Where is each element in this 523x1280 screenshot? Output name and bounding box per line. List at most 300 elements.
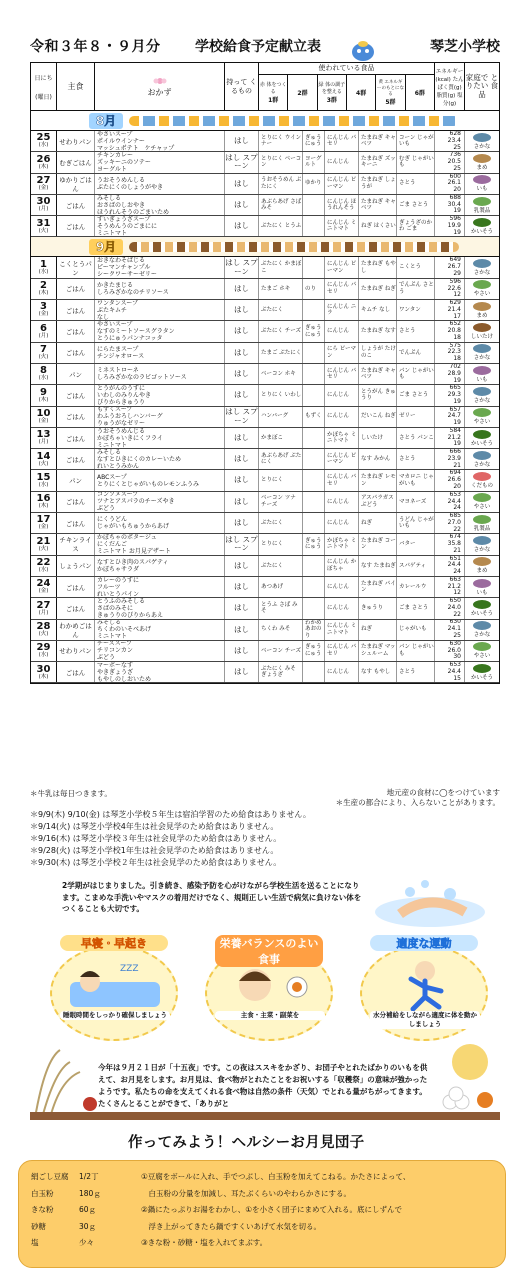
bring-items: はし [225,174,259,194]
day-number: 30 [36,196,51,208]
nutrition [435,513,465,533]
home-food-icon [473,387,491,396]
bring-items: はし [225,321,259,341]
group-1-foods: ぶたにく とうふ [259,216,303,236]
group-3-foods: にんじん [325,407,359,427]
nutrition-value: 694 [449,470,461,477]
group-3-foods: にんじん パセリ [325,131,359,151]
group-5-foods: マヨネーズ [397,492,435,512]
nutrition-value: 25 [453,164,461,172]
group-5-label: 5群 [385,99,396,106]
nutrition [435,364,465,384]
dish-name: いわしのみりんやき [97,391,152,399]
weekday: (木) [38,503,49,510]
card-text: 水分補給をしながら適度に体を動かしましょう [370,1011,480,1029]
group-5-foods: ごま さとう [397,385,435,405]
home-food-label: いも [476,376,488,383]
home-food-label: さかな [473,632,491,639]
day-number: 8 [40,365,47,377]
nutrition-value: 22.6 [447,284,461,292]
group-4-foods: たまねぎ ズッキーニ [359,152,397,172]
group-3-foods: にんじん パセリ [325,364,359,384]
dish-name: コンソメスープ [97,491,139,499]
home-food-label: まめ [476,164,488,171]
home-food-label: 乳製品 [473,525,491,532]
group-5-foods: マカロニ じゃがいも [397,470,435,490]
nutrition-value: 22.3 [447,348,461,356]
group-6 [406,75,434,110]
staple-food: ごはん [57,428,95,448]
group-1-foods: とりにく ベーコン [259,152,303,172]
weekday: (水) [38,142,49,149]
home-food-icon [473,344,491,353]
staple-food: ごはん [57,492,95,512]
home-food-icon [473,621,491,630]
menu-row [31,131,499,152]
col-energy: エネルギー(kcal) たんぱく質(g) 脂質(g) 塩分(g) [435,63,465,110]
nutrition-value: 20 [453,186,461,194]
day-cell [31,279,57,299]
weekday: (木) [38,290,49,297]
group-3-foods: にんじん パセリ [325,641,359,661]
group-4-label: 4群 [356,90,367,97]
group-1-foods: ぶたにく チーズ [259,321,303,341]
nutrition [435,300,465,320]
home-food-label: 乳製品 [473,207,491,214]
weekday: (水) [38,375,49,382]
ingredient-name: 塩 [31,1238,39,1247]
group-2-foods [303,598,325,618]
group-2-foods [303,385,325,405]
day-cell [31,513,57,533]
dish-name: かぼちゃいきにくフライ [97,434,163,442]
menu-row [31,279,499,300]
bring-items: はし [225,492,259,512]
home-food [465,534,499,554]
nutrition-value: 22 [453,525,461,533]
group-5-foods: さとう パンこ [397,428,435,448]
group-4-foods: なす もやし [359,662,397,682]
day-number: 31 [36,217,51,229]
menu-row [31,385,499,406]
dishes [95,513,225,533]
dishes [95,577,225,597]
home-food-icon [473,664,491,673]
group-2-foods: ゆかり [303,174,325,194]
nutrition-value: 18 [453,355,461,363]
group-4-foods: ねぎ [359,620,397,640]
group-4-foods: たまねぎ マッシュルーム [359,641,397,661]
day-number: 21 [36,535,51,547]
group-5-foods: パン じゃがいも [397,364,435,384]
col-home: 家庭で とりたい 食品 [465,72,499,99]
dish-name: もずくスープ [97,406,133,414]
group-4-foods: たまねぎ キャベツ [359,364,397,384]
aug-rows [31,131,499,237]
group-4-foods: だいこん ねぎ [359,407,397,427]
dish-name: にくうどん [97,516,128,524]
dish-name: ぶたにくのしょうがやき [97,183,164,191]
group-1-foods: ハンバーグ [259,407,303,427]
dish-name: ぶたキムチ [97,306,127,314]
home-food [465,216,499,236]
day-number: 7 [40,344,47,356]
home-food-icon [473,600,491,609]
day-number: 13 [36,429,51,441]
group-1-foods: ちくわ みそ [259,620,303,640]
group-5-foods: さとう [397,321,435,341]
dish-name: とうがんのうすに [97,385,146,392]
month-label-sep: 9月 [89,239,123,255]
dish-name: ミニトマト [97,633,128,640]
sleeping-child-icon [65,957,165,1012]
dish-name: なし [97,313,110,321]
home-food [465,598,499,618]
bring-items: はし スプーン [225,534,259,554]
dishes [95,364,225,384]
nutrition-value: 27.0 [447,518,461,526]
day-cell [31,492,57,512]
home-food-label: まめ [476,568,488,575]
nutrition [435,195,465,215]
day-number: 14 [36,450,51,462]
group-2-foods: ヨーグルト [303,152,325,172]
day-cell [31,131,57,151]
home-food-icon [473,259,491,268]
weekday: (火) [38,630,49,637]
group-4-foods: きゅうり [359,598,397,618]
nutrition-value: 18 [453,333,461,341]
dish-name: チンジャオロース [97,352,145,360]
group-3-foods: にんじん ピーマン [325,449,359,469]
day-cell [31,577,57,597]
bring-items: はし [225,662,259,682]
home-food-label: しいたけ [470,334,493,341]
home-food-icon [473,642,491,651]
home-food [465,492,499,512]
group-4-foods: たまねぎ なす [359,321,397,341]
staple-food: せわりパン [57,131,95,151]
bring-items: はし [225,470,259,490]
group-5-foods: ゼリー [397,407,435,427]
group-5-foods: パン じゃがいも [397,641,435,661]
dishes [95,556,225,576]
home-food-label: いも [476,589,488,596]
dish-name: すいぎょうざスープ [97,216,151,223]
dish-name: ミニトマト [97,229,128,237]
dish-name: ぶどう [97,654,116,662]
bring-items: はし [225,195,259,215]
staple-food: パン [57,470,95,490]
ingredient-qty: 30ｇ [79,1221,97,1231]
staple-food: わかめごはん [57,620,95,640]
home-food-icon [473,280,491,289]
day-number: 9 [40,386,47,398]
day-number: 29 [36,642,51,654]
notice-item: ＊9/16(木) は琴芝小学校３年生は社会見学のため給食はありません。 [30,834,282,843]
dish-name: かぼちゃのポタージュ [97,534,157,541]
weekday: (金) [38,588,49,595]
bring-items: はし スプーン [225,257,259,277]
bring-items: はし [225,556,259,576]
nutrition [435,385,465,405]
group-3-foods: かぼちゃ ミニトマト [325,534,359,554]
nutrition-value: 24.4 [447,497,461,505]
notice-list [30,809,500,869]
group-4-foods: たまねぎ コーン [359,534,397,554]
nutrition-value: 20 [453,483,461,490]
group-5 [376,75,405,110]
home-food-label: さかな [473,143,491,150]
dishes [95,343,225,363]
group-5-foods: さとう [397,449,435,469]
recipe-step: ②鍋にたっぷりお湯をわかし、①を小さく団子にまめて入れる。底にしずんで [141,1205,402,1214]
staple-food: ごはん [57,577,95,597]
group-1-foods: ぶたにく [259,300,303,320]
group-4-foods: キムチ なし [359,300,397,320]
recipe-step: ①豆腐をボールに入れ、手でつぶし、白玉粉を加えてこねる。かたさによって、 [141,1172,411,1181]
nutrition-value: 17 [453,312,461,320]
group-5-foods: カレールウ [397,577,435,597]
home-food [465,428,499,448]
nutrition-value: 19.9 [447,221,461,229]
ingredient-qty: 少々 [79,1238,94,1247]
bring-items: はし [225,513,259,533]
weekday: (水) [38,481,49,488]
day-cell [31,321,57,341]
running-child-icon [385,957,465,1012]
group-2-foods [303,300,325,320]
dish-name: なすとひき肉のスパゲティ [97,558,169,566]
nutrition-value: 24 [453,568,461,576]
staple-food: むぎごはん [57,152,95,172]
menu-row [31,620,499,641]
nutrition-value: 21.4 [447,305,461,313]
notes [30,788,500,869]
day-cell [31,598,57,618]
group-3-foods: にんじん ニラ [325,300,359,320]
menu-row [31,513,499,534]
weekday: (木) [38,163,49,170]
nutrition-value: 575 [449,342,461,349]
nutrition-value: 26.0 [447,646,461,654]
dish-name: きゅうりのぴりからあえ [97,611,164,619]
nutrition [435,216,465,236]
group-2-foods [303,364,325,384]
day-cell [31,428,57,448]
staple-food: ごはん [57,195,95,215]
ingredient-row [31,1219,131,1236]
col-date [31,63,57,110]
home-food [465,641,499,661]
weekday: (金) [38,417,49,424]
bring-items: はし [225,449,259,469]
staple-food: しょうパン [57,556,95,576]
bring-items: はし [225,364,259,384]
dish-name: ぴりからきゅうり [97,398,146,406]
bring-items: はし [225,279,259,299]
home-food-icon [473,197,491,206]
day-number: 16 [36,493,51,505]
group-6-label: 6群 [414,90,425,97]
nutrition [435,174,465,194]
home-food-label: やさい [473,504,491,511]
nutrition [435,556,465,576]
home-food [465,279,499,299]
home-food-icon [473,323,491,332]
dish-name: ABCスープ [97,473,127,481]
nutrition-value: 30.4 [447,200,461,208]
card-text: 主食・主菜・副菜を [215,1011,325,1020]
staple-food: ごはん [57,343,95,363]
decoration [129,116,459,126]
group-2-foods [303,513,325,533]
home-food [465,470,499,490]
weekday: (火) [38,227,49,234]
staple-food: せわりパン [57,641,95,661]
nutrition-value: 657 [449,406,461,413]
group-1 [259,75,288,110]
group-1-foods: かまぼこ [259,428,303,448]
group-5-foods: コーン じゃがいも [397,131,435,151]
group-3-foods: にんじん ほうれんそう [325,195,359,215]
nutrition-value: 21 [453,546,461,554]
dish-name: カレーのうすに [97,576,140,584]
bring-items: はし [225,428,259,448]
group-1-foods: とりにく [259,470,303,490]
day-number: 17 [36,514,51,526]
day-cell [31,449,57,469]
group-4-foods: たまねぎ しょうが [359,174,397,194]
ingredient-row [31,1235,131,1252]
weekday: (木) [38,396,49,403]
home-food-label: さかな [473,270,491,277]
ingredient-qty: 180ｇ [79,1188,101,1198]
nutrition [435,428,465,448]
ingredient-name: 絹ごし豆腐 [31,1172,69,1181]
dish-name: ヨーグルト [97,165,127,173]
nutrition [435,257,465,277]
group-1-foods: ぶたにく [259,556,303,576]
dishes [95,131,225,151]
day-cell [31,556,57,576]
notice-item: ＊9/9(木) 9/10(金) は琴芝小学校５年生は宿泊学習のため給食はありません。 [30,810,311,819]
bring-items: はし [225,216,259,236]
menu-row [31,449,499,470]
staple-food: ごはん [57,598,95,618]
bring-items: はし [225,598,259,618]
dish-name: うおそうめんじる [97,427,146,435]
dishes [95,492,225,512]
nutrition-value: 19 [453,419,461,427]
group-1-foods: あつあげ [259,577,303,597]
group-3-foods: にら ピーマン [325,343,359,363]
home-food-icon [473,536,491,545]
weekday: (水) [38,567,49,574]
day-cell [31,152,57,172]
nutrition-value: 629 [449,300,461,307]
group-1-foods: ぶたにく みそ ぎょうざ [259,662,303,682]
nutrition [435,343,465,363]
home-food [465,131,499,151]
home-food-icon [473,154,491,163]
day-cell [31,195,57,215]
ingredient-row [31,1169,131,1186]
nutrition-value: 30 [453,653,461,661]
home-food [465,577,499,597]
home-food-label: かいそう [470,610,493,617]
nutrition-value: 649 [449,257,461,264]
staple-food: チキンライス [57,534,95,554]
group-2-foods: ぎゅうにゅう [303,131,325,151]
group-3-foods: にんじん [325,577,359,597]
dish-name: ミニトマト [97,441,128,449]
group-2-foods [303,257,325,277]
nutrition-value: 35.8 [447,540,461,548]
dish-name: もやしのしおいため [97,675,152,683]
card-exercise [350,935,500,1045]
dish-name: やさいスープ [97,131,133,138]
page-title: 令和３年８・９月分 [30,39,161,55]
menu-row [31,428,499,449]
nutrition-value: 21.2 [447,433,461,441]
nutrition-value: 21.2 [447,582,461,590]
group-3-foods: にんじん ミニトマト [325,620,359,640]
food-group-cells [259,75,434,110]
menu-row [31,641,499,662]
page-header [30,36,500,60]
nutrition-value: 653 [449,662,461,669]
dish-name: にくだんご [97,541,128,548]
dish-name: ちくわのいそべあげ [97,626,152,634]
nutrition [435,470,465,490]
group-4-foods: たまねぎ キャベツ [359,131,397,151]
home-food-icon [473,218,491,227]
day-number: 27 [36,599,51,611]
group-5-foods: スパゲティ [397,556,435,576]
dish-name: みそしる [97,449,122,456]
day-number: 30 [36,663,51,675]
nutrition-value: 24.7 [447,412,461,420]
nutrition-value: 630 [449,640,461,647]
group-5-foods: ごま さとう [397,195,435,215]
group-3-foods: にんじん パセリ [325,470,359,490]
home-food-icon [473,366,491,375]
group-4-foods: なす みかん [359,449,397,469]
menu-row [31,300,499,321]
menu-row [31,364,499,385]
dishes [95,321,225,341]
weekday: (金) [38,184,49,191]
group-2-foods: わかめ あおのり [303,620,325,640]
home-food-label: くだもの [470,483,493,490]
weekday: (月) [38,439,49,446]
group-3-foods: にんじん [325,385,359,405]
day-cell [31,385,57,405]
nutrition [435,152,465,172]
group-3-foods: かぼちゃ ミニトマト [325,428,359,448]
day-number: 24 [36,578,51,590]
dish-name: りゅうがなゼリー [97,420,146,427]
dishes [95,449,225,469]
dish-name: じゃがいもちゅうからあげ [97,523,170,531]
group-3-foods: にんじん ピーマン [325,257,359,277]
ingredient-name: 白玉粉 [31,1188,54,1198]
home-food [465,556,499,576]
weekday: (月) [38,206,49,213]
group-5-foods: さとう [397,174,435,194]
day-number: 28 [36,620,51,632]
